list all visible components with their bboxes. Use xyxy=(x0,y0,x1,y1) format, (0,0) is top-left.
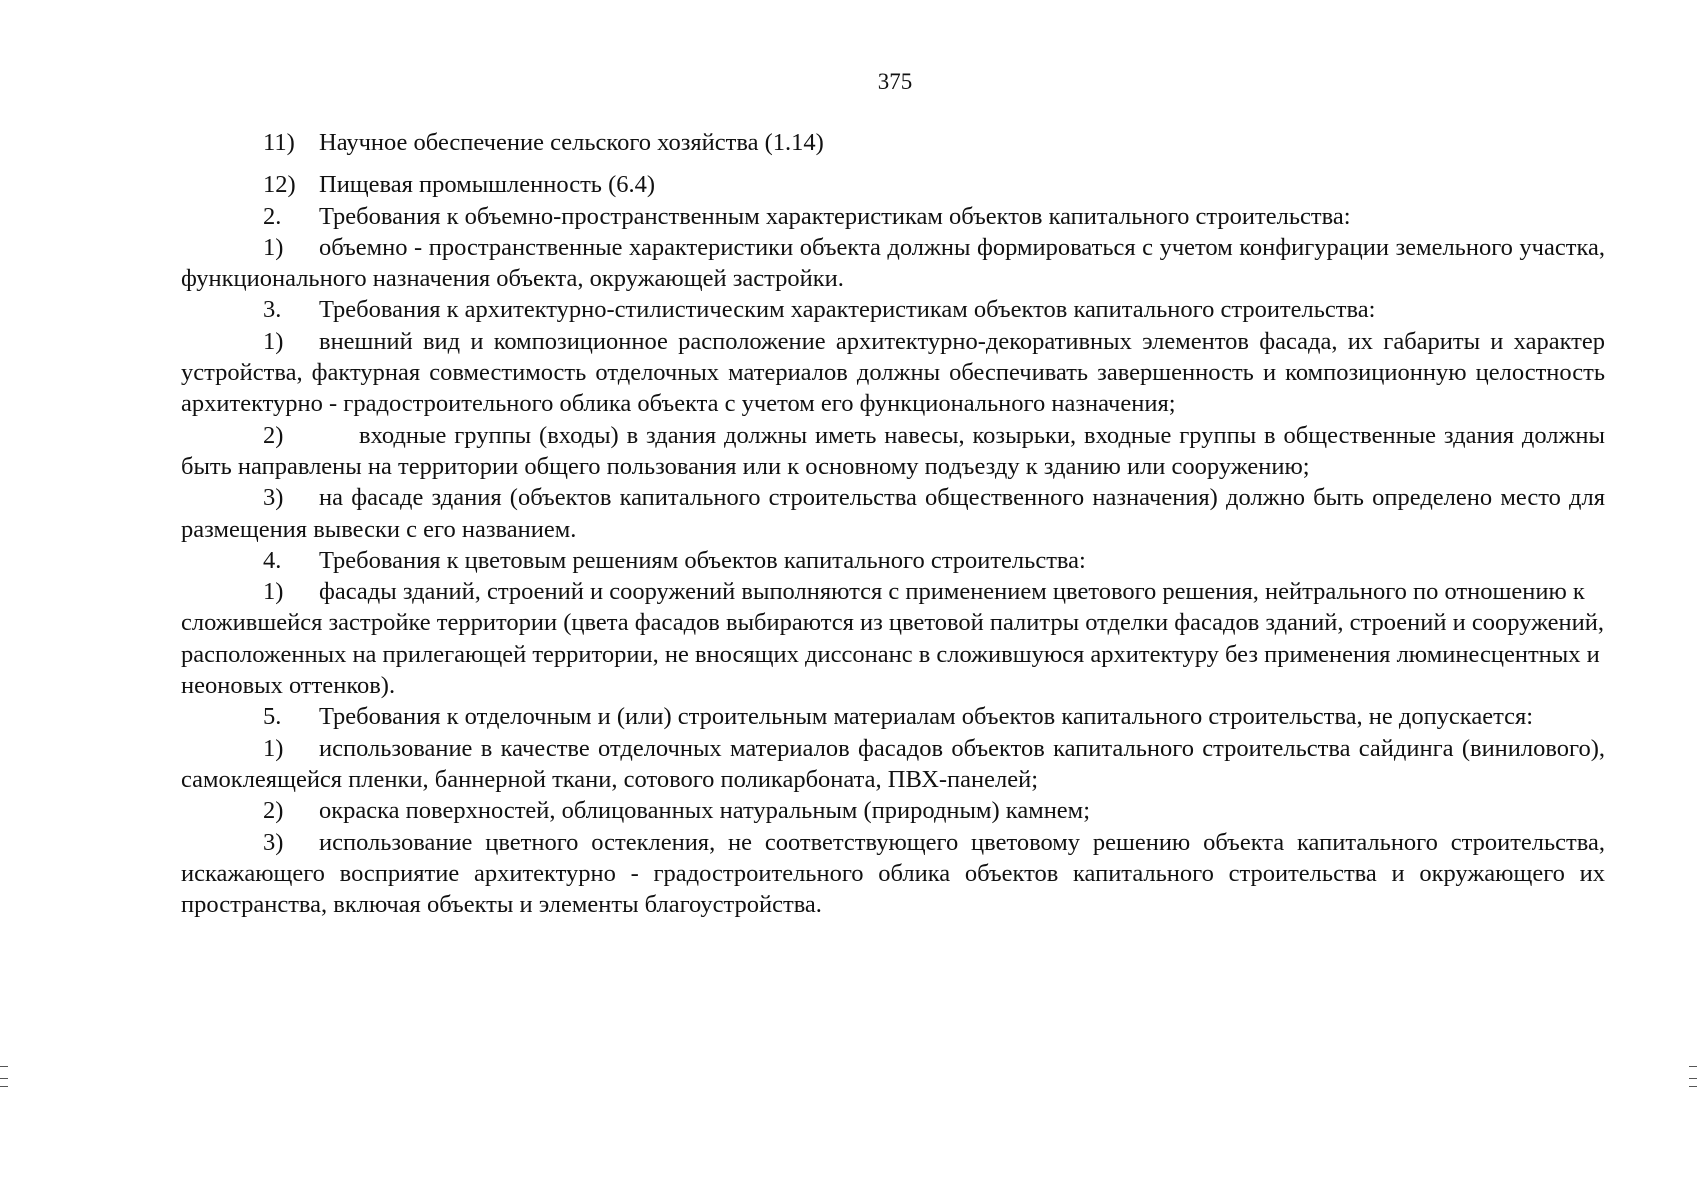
section-3-heading xyxy=(181,294,1605,325)
item-number: 3) xyxy=(263,484,284,512)
item-number: 2) xyxy=(263,797,284,825)
item-text: окраска поверхностей, облицованных натуральным (природным) камнем; xyxy=(319,797,1090,825)
crop-mark-left-1 xyxy=(0,1066,8,1067)
section-4-item-1 xyxy=(181,576,1605,701)
section-5-heading xyxy=(181,701,1605,732)
crop-mark-left-3 xyxy=(0,1086,8,1087)
item-number: 1) xyxy=(263,233,284,261)
item-number: 1) xyxy=(263,327,284,355)
section-number: 2. xyxy=(263,202,282,230)
section-text: Требования к отделочным и (или) строительным материалам объектов капитального строительства, не допускается: xyxy=(319,703,1534,731)
item-number: 1) xyxy=(263,578,284,606)
section-3-item-3 xyxy=(181,482,1605,545)
section-text: Требования к объемно-пространственным характеристикам объектов капитального строительства: xyxy=(319,202,1351,230)
item-text: использование в качестве отделочных материалов фасадов объектов капитального строительства сайдинга (винилового), самоклеящейся пленки, баннерной ткани, сотового поликарбоната, ПВХ-панелей; xyxy=(181,734,1605,793)
section-5-item-2 xyxy=(181,795,1605,826)
section-5-item-1 xyxy=(181,733,1605,796)
section-text: Требования к цветовым решениям объектов капитального строительства: xyxy=(319,546,1086,574)
section-number: 3. xyxy=(263,296,282,324)
item-text: фасады зданий, строений и сооружений выполняются с применением цветового решения, нейтрального по отношению к сложившейся застройке территории (цвета фасадов выбираются из цветовой палитры отделки фасадов зданий, строений и сооружений, расположенных на прилегающей территории, не вносящих диссонанс в сложившуюся архитектуру без применения люминесцентных и неоновых оттенков). xyxy=(181,578,1605,700)
list-item-11 xyxy=(181,127,1605,158)
page-number: 375 xyxy=(877,69,913,94)
section-3-item-2 xyxy=(181,420,1605,483)
section-4-heading xyxy=(181,545,1605,576)
section-2-heading xyxy=(181,201,1605,232)
crop-mark-right-2 xyxy=(1689,1078,1697,1079)
item-text: на фасаде здания (объектов капитального строительства общественного назначения) должно быть определено место для размещения вывески с его названием. xyxy=(181,484,1605,543)
section-3-item-1 xyxy=(181,326,1605,420)
section-5-item-3 xyxy=(181,827,1605,921)
item-number: 1) xyxy=(263,734,284,762)
item-number: 11) xyxy=(263,129,295,156)
crop-mark-right-1 xyxy=(1689,1066,1697,1067)
crop-mark-left-2 xyxy=(0,1078,8,1079)
list-item-12 xyxy=(181,169,1605,200)
item-text: Научное обеспечение сельского хозяйства (1.14) xyxy=(319,129,824,156)
section-2-item-1 xyxy=(181,232,1605,295)
item-text: входные группы (входы) в здания должны иметь навесы, козырьки, входные группы в общественные здания должны быть направлены на территории общего пользования или к основному подъезду к зданию или сооружению; xyxy=(181,421,1605,480)
item-number: 3) xyxy=(263,828,284,856)
section-text: Требования к архитектурно-стилистическим характеристикам объектов капитального строительства: xyxy=(319,296,1376,324)
section-number: 4. xyxy=(263,546,282,574)
item-number: 12) xyxy=(263,171,296,199)
item-text: использование цветного остекления, не соответствующего цветовому решению объекта капитального строительства, искажающего восприятие архитектурно - градостроительного облика объектов капитального строительства и окружающего их пространства, включая объекты и элементы благоустройства. xyxy=(181,828,1605,919)
item-text: внешний вид и композиционное расположение архитектурно-декоративных элементов фасада, их габариты и характер устройства, фактурная совместимость отделочных материалов должны обеспечивать завершенность и композиционную целостность архитектурно - градостроительного облика объекта с учетом его функционального назначения; xyxy=(181,327,1605,418)
item-text: объемно - пространственные характеристики объекта должны формироваться с учетом конфигурации земельного участка, функционального назначения объекта, окружающей застройки. xyxy=(181,233,1605,293)
item-text: Пищевая промышленность (6.4) xyxy=(319,171,656,199)
crop-mark-right-3 xyxy=(1689,1086,1697,1087)
section-number: 5. xyxy=(263,703,282,731)
item-number: 2) xyxy=(263,421,284,449)
document-body xyxy=(181,127,1605,920)
